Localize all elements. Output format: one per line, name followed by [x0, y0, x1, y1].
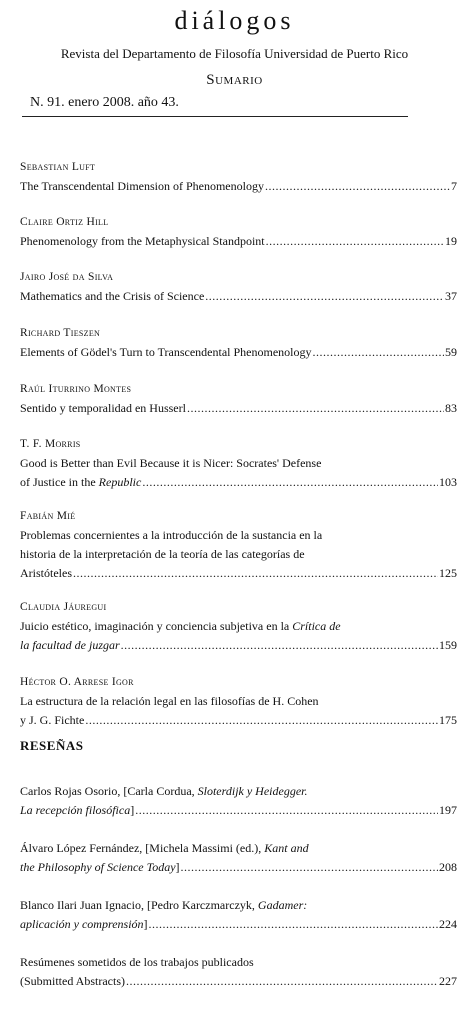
article-title: Problemas concernientes a la introducción de la sustancia en la: [20, 528, 323, 542]
author-name: Raúl Iturrino Montes: [20, 383, 132, 395]
toc-title-line: [20, 232, 457, 251]
review-line: Álvaro López Fernández, [Michela Massimi (ed.), Kant and: [20, 841, 309, 855]
toc-entry[interactable]: [20, 675, 457, 738]
review-line: Blanco Ilari Juan Ignacio, [Pedro Karczmarczyk, Gadamer:: [20, 898, 308, 912]
toc-title-line: [20, 399, 457, 418]
author-name: T. F. Morris: [20, 438, 81, 450]
article-title-end: Aristóteles: [20, 566, 72, 580]
article-title: Juicio estético, imaginación y conciencia subjetiva en la Crítica de: [20, 619, 341, 633]
page-number: 83: [445, 401, 457, 415]
dot-leader: [142, 473, 438, 492]
dot-leader: [149, 915, 438, 934]
page-number: 224: [439, 917, 457, 931]
review-line-end: (Submitted Abstracts): [20, 974, 125, 988]
page-number: 103: [439, 475, 457, 489]
review-line-end: aplicación y comprensión]: [20, 917, 148, 931]
dot-leader: [265, 177, 450, 196]
sumario-heading: Sumario: [206, 72, 263, 88]
article-title: historia de la interpretación de la teoría de las categorías de: [20, 547, 305, 561]
toc-entry[interactable]: [20, 509, 457, 600]
toc-title-line: [20, 636, 457, 655]
page-number: 125: [439, 566, 457, 580]
dot-leader: [312, 343, 444, 362]
review-entry[interactable]: [20, 896, 457, 953]
toc-title-line: [20, 177, 457, 196]
page-number: 7: [451, 179, 457, 193]
page-number: 197: [439, 803, 457, 817]
page-number: 227: [439, 974, 457, 988]
dot-leader: [135, 801, 438, 820]
toc-title-line: [20, 858, 457, 877]
table-of-contents: [20, 160, 457, 998]
author-name: Claudia Jáuregui: [20, 601, 107, 613]
page-number: 208: [439, 860, 457, 874]
toc-title-line: [20, 473, 457, 492]
article-title: Elements of Gödel's Turn to Transcendental Phenomenology: [20, 345, 312, 359]
review-line-end: the Philosophy of Science Today]: [20, 860, 180, 874]
toc-entry[interactable]: [20, 437, 457, 509]
toc-title-line: [20, 801, 457, 820]
page-number: 19: [445, 234, 457, 248]
toc-title-line: [20, 915, 457, 934]
page-number: 59: [445, 345, 457, 359]
article-title-end: y J. G. Fichte: [20, 713, 85, 727]
toc-entry[interactable]: [20, 270, 457, 326]
toc-title-line: [20, 564, 457, 583]
dot-leader: [85, 711, 438, 730]
dot-leader: [121, 636, 438, 655]
resenas-heading: RESEÑAS: [20, 738, 84, 753]
toc-entry[interactable]: [20, 382, 457, 437]
page-number: 175: [439, 713, 457, 727]
journal-title: diálogos: [174, 6, 295, 35]
dot-leader: [205, 287, 444, 306]
toc-title-line: [20, 972, 457, 991]
dot-leader: [181, 858, 438, 877]
author-name: Claire Ortiz Hill: [20, 216, 109, 228]
review-line-end: La recepción filosófica]: [20, 803, 135, 817]
toc-entry[interactable]: [20, 600, 457, 675]
author-name: Jairo José da Silva: [20, 271, 114, 283]
article-title: Mathematics and the Crisis of Science: [20, 289, 205, 303]
toc-entry[interactable]: [20, 215, 457, 270]
article-title-end: of Justice in the Republic: [20, 475, 142, 489]
author-name: Richard Tieszen: [20, 327, 101, 339]
toc-entry[interactable]: [20, 326, 457, 382]
article-title: The Transcendental Dimension of Phenomenology: [20, 179, 264, 193]
dot-leader: [187, 399, 444, 418]
page-number: 37: [445, 289, 457, 303]
toc-title-line: [20, 287, 457, 306]
toc-title-line: [20, 343, 457, 362]
review-entry[interactable]: [20, 782, 457, 839]
review-entry[interactable]: [20, 839, 457, 896]
author-name: Fabián Mié: [20, 510, 76, 522]
dot-leader: [73, 564, 438, 583]
journal-subtitle: Revista del Departamento de Filosofía Universidad de Puerto Rico: [60, 46, 409, 61]
review-entry[interactable]: [20, 953, 457, 998]
dot-leader: [126, 972, 438, 991]
review-line: Resúmenes sometidos de los trabajos publicados: [20, 955, 254, 969]
toc-entry[interactable]: [20, 160, 457, 215]
review-line: Carlos Rojas Osorio, [Carla Cordua, Sloterdijk y Heidegger.: [20, 784, 308, 798]
author-name: Héctor O. Arrese Igor: [20, 676, 134, 688]
article-title: Phenomenology from the Metaphysical Standpoint: [20, 234, 265, 248]
dot-leader: [266, 232, 444, 251]
author-name: Sebastian Luft: [20, 161, 96, 173]
page-number: 159: [439, 638, 457, 652]
issue-info: N. 91. enero 2008. año 43.: [30, 95, 179, 110]
toc-title-line: [20, 711, 457, 730]
article-title: La estructura de la relación legal en las filosofías de H. Cohen: [20, 694, 319, 708]
article-title: Good is Better than Evil Because it is Nicer: Socrates' Defense: [20, 456, 322, 470]
article-title: Sentido y temporalidad en Husserl: [20, 401, 186, 415]
header-rule: [22, 116, 408, 117]
article-title-end: la facultad de juzgar: [20, 638, 120, 652]
